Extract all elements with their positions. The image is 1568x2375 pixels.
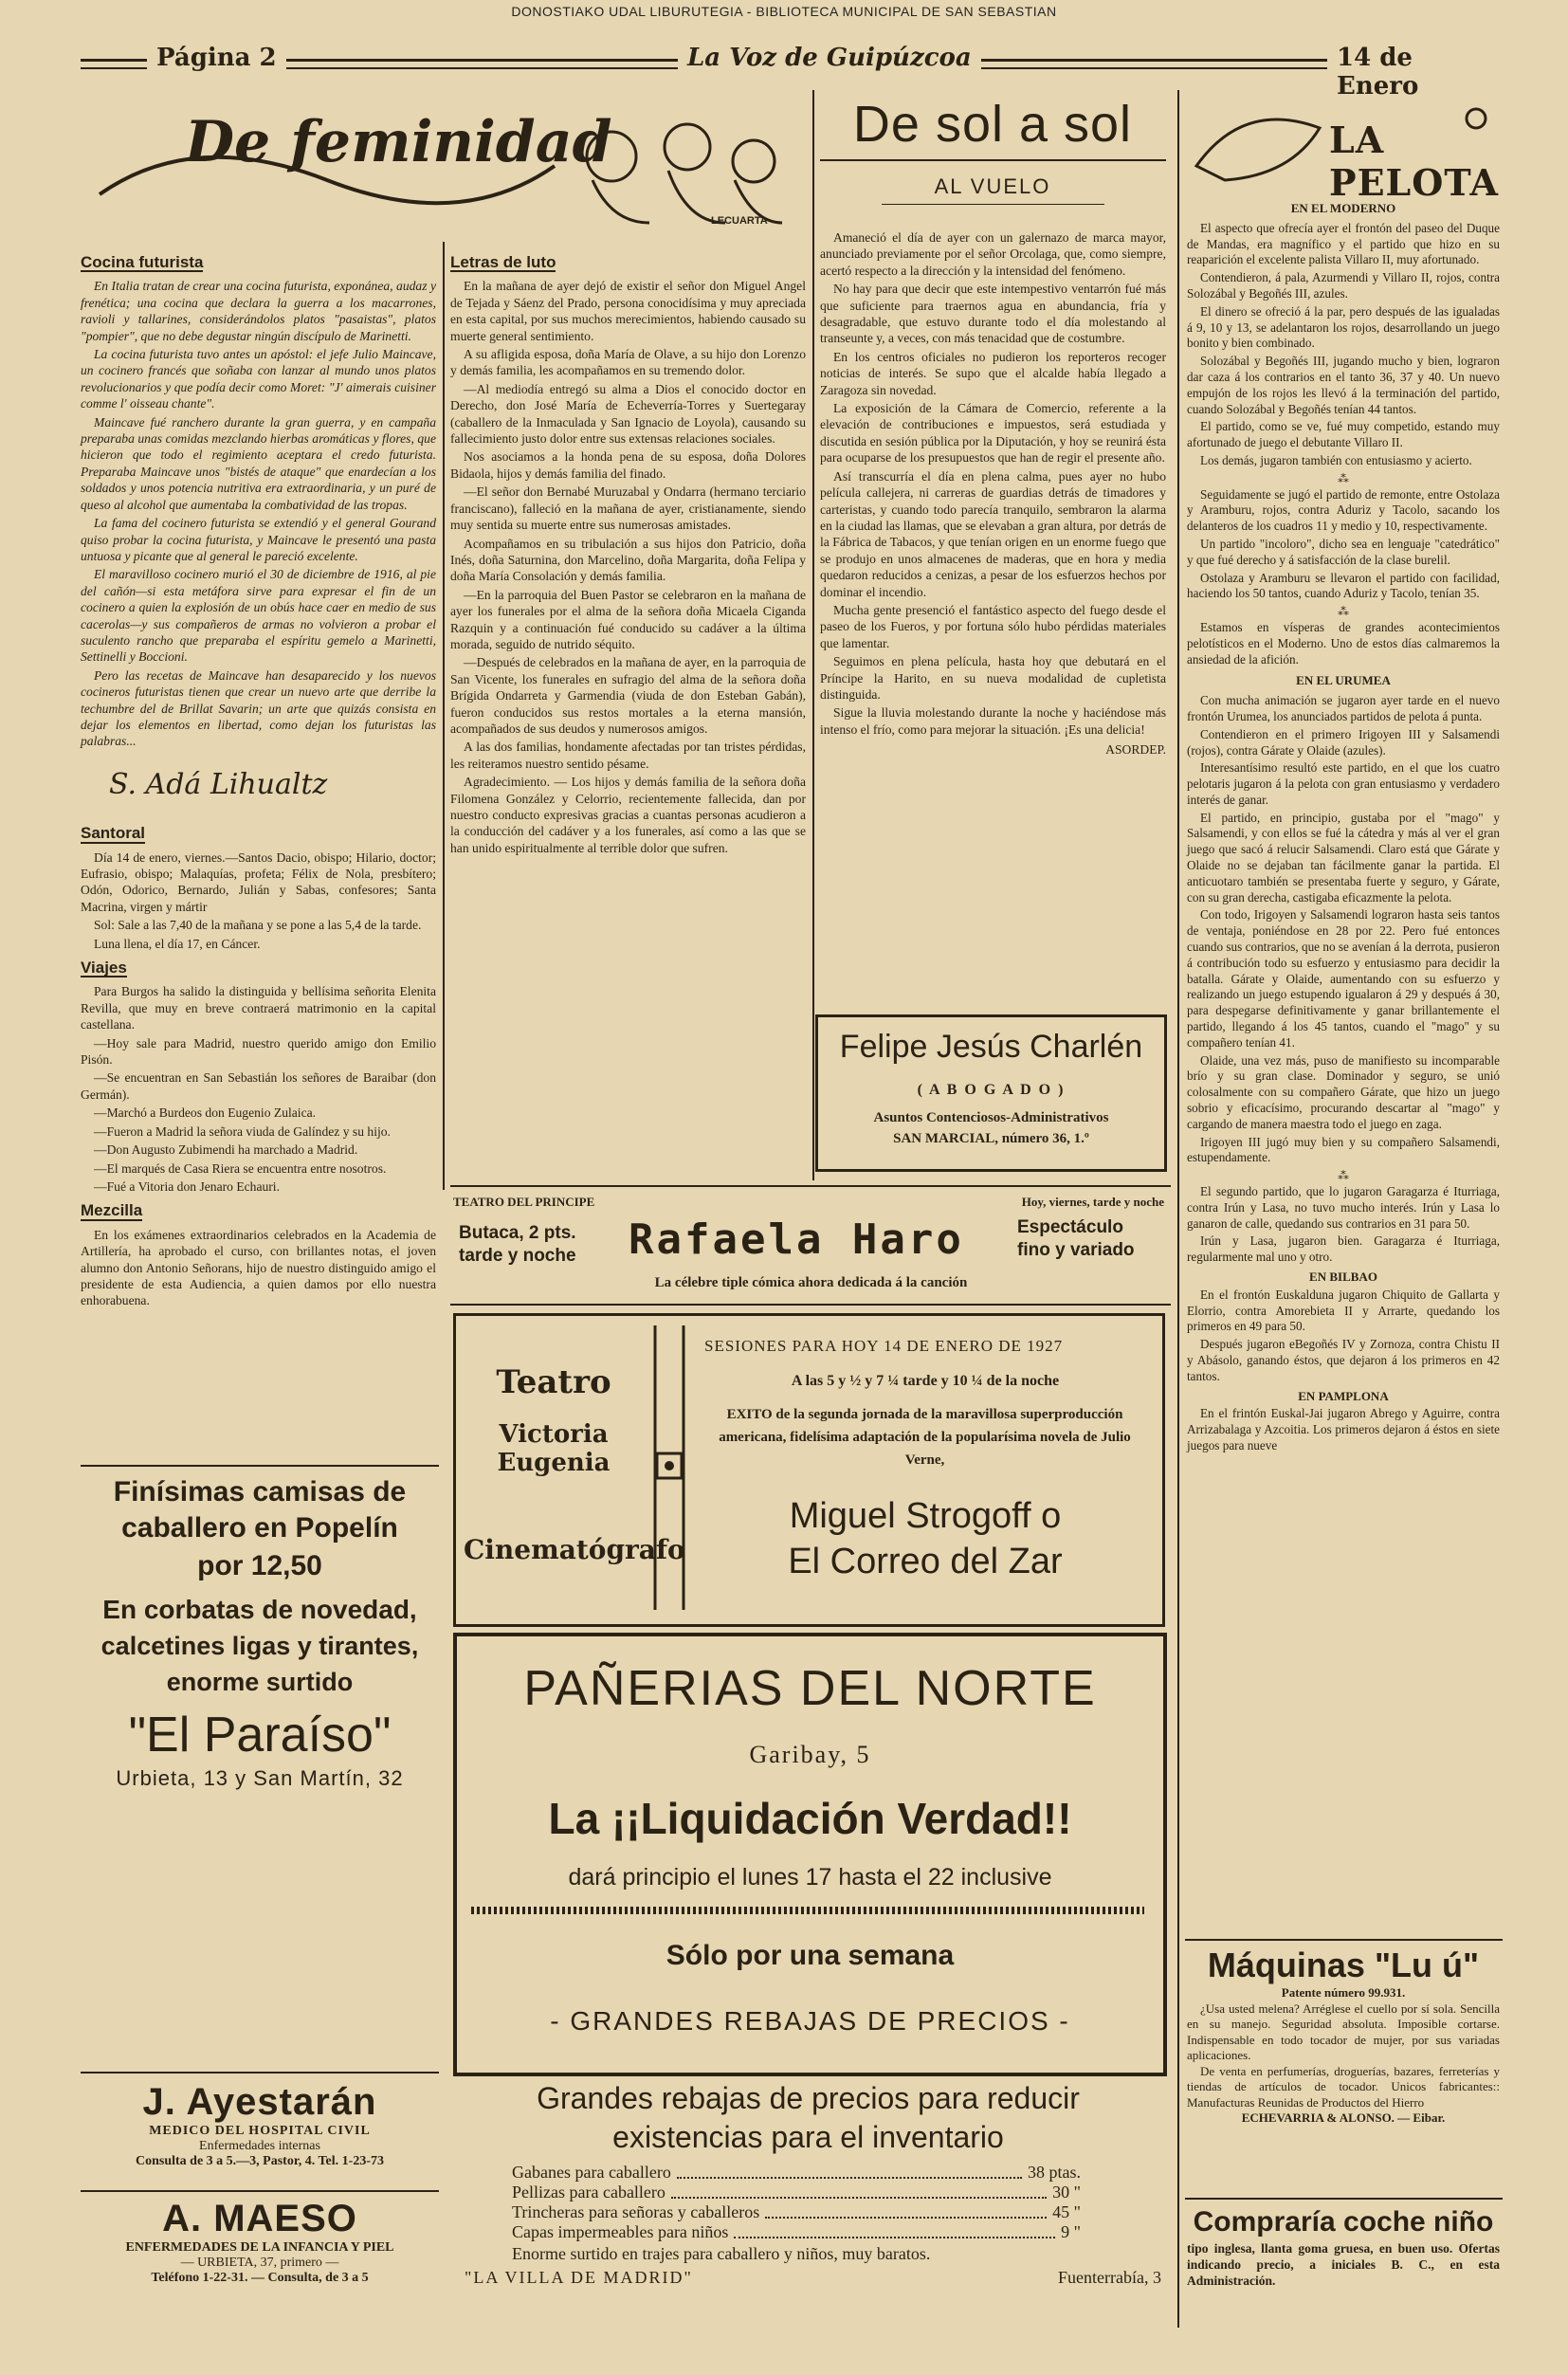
art-deco-ornament [646, 1325, 693, 1610]
ayestaran-name: J. Ayestarán [142, 2081, 377, 2123]
paragraph: —Don Augusto Zubimendi ha marchado a Madrid. [94, 1142, 358, 1158]
victoria-film-2: El Correo del Zar [788, 1542, 1063, 1581]
villa-de-madrid-ad [446, 2081, 1171, 2318]
ayestaran-line1: MEDICO DEL HOSPITAL CIVIL [149, 2124, 371, 2138]
maeso-line1: ENFERMEDADES DE LA INFANCIA Y PIEL [125, 2240, 394, 2255]
paragraph: En los exámenes extraordinarios celebrados en la Academia de Artillería, ha aprobado el curso, con brillantes notas, el joven alumno don Antonio Señorans, hijo de nuestro distinguido amigo el presidente de esta Audiencia, a quien damos por ello nuestra enhorabuena. [81, 1227, 436, 1308]
separator-icon: ⁂ [1338, 1169, 1349, 1183]
paragraph: El partido, como se ve, fué muy competido, estando muy afortunado de juego el debutante Villaro II. [1187, 419, 1500, 450]
paraiso-line5: calcetines ligas y tirantes, [100, 1632, 419, 1660]
villa-head1: Grandes rebajas de precios para reducir [537, 2081, 1080, 2115]
victoria-teatro: Teatro [496, 1363, 611, 1401]
villa-name: "LA VILLA DE MADRID" [465, 2268, 693, 2287]
paragraph: El aspecto que ofrecía ayer el frontón del paseo del Duque de Mandas, era magnífico y el partido que hizo en su reaparición el excelente palista Villaro II, muy afortunado. [1187, 220, 1500, 267]
paraiso-line2: caballero en Popelín [121, 1512, 398, 1544]
bilbao-heading: EN BILBAO [1309, 1270, 1377, 1284]
paragraph: —El señor don Bernabé Muruzabal y Ondarra (hermano terciario franciscano), falleció en la mañana de ayer, cristianamente, siendo muy sentida su muerte entre sus numerosas amistades. [450, 484, 806, 533]
paragraph: Después jugaron eBegoñés IV y Zornoza, contra Chistu II y Abásolo, ganando éstos, que dejaron á los primeros en 42 tantos. [1187, 1337, 1500, 1383]
principe-right1: Espectáculo [1017, 1217, 1123, 1237]
separator-icon: ⁂ [1338, 471, 1349, 485]
charlen-title: ( A B O G A D O ) [917, 1082, 1066, 1098]
column-divider [1177, 90, 1179, 2328]
desol-signature: ASORDEP. [1105, 742, 1166, 758]
item-label: Gabanes para caballero [512, 2163, 671, 2182]
paragraph: En los centros oficiales no pudieron los reporteros recoger noticias de interés. Se supo que el alcalde había llegado a Zaragoza sin novedad. [820, 349, 1166, 397]
paragraph: Pero las recetas de Maincave han desaparecido y los nuevos cocineros futuristas tienen que crear un nuevo arte que derribe la techumbre del de Brillat Savarin; un arte que quizás consista en dejar los elementos en libertad, como dejan los futuristas las palabras... [81, 667, 436, 749]
paragraph: Agradecimiento. — Los hijos y demás familia de la señora doña Filomena González y Celorrio, recientemente fallecida, dan por nuestro conducto expresivas gracias a cuantas personas acudieron a la conducción del cadáver y a los funerales, así como a las que se han unido espiritualmente al terrible dolor que sufren. [450, 775, 806, 855]
paraiso-name: "El Paraíso" [128, 1708, 392, 1763]
paragraph: Los demás, jugaron también con entusiasmo y acierto. [1200, 452, 1472, 467]
desol-title-box [817, 95, 1168, 169]
paragraph: Amaneció el día de ayer con un galernazo de marca mayor, anunciado previamente por el señor Orcolaga, que, como siempre, acertó respecto a la dirección y la intensidad del fenómeno. [820, 230, 1166, 278]
paragraph: Estamos en vísperas de grandes acontecimientos pelotísticos en el Moderno. Uno de estos días calmaremos la ansiedad de la afición. [1187, 619, 1500, 667]
item-price: 45 " [1052, 2202, 1081, 2221]
paraiso-line1: Finísimas camisas de [113, 1476, 407, 1507]
paragraph: —Después de celebrados en la mañana de ayer, en la parroquia de San Vicente, los funerales en sufragio del alma de la señora doña Brígida Ondarreta y Garmendia (viuda de don Esteban Gabán), fueron conducidos sus restos mortales a la eterna mansión, acompañados de sus deudos y numerosos amigos. [450, 655, 806, 736]
villa-head2: existencias para el inventario [612, 2120, 1004, 2154]
item-label: Capas impermeables para niños [512, 2222, 729, 2241]
paragraph: —El marqués de Casa Riera se encuentra entre nosotros. [94, 1160, 387, 1176]
paragraph: No hay para que decir que este intempestivo ventarrón fué más que suficiente para traernos agua en abundancia, fría y desagradable, que estuvo durante todo el día molestando al transeunte y, a veces, con más tenacidad que de costumbre. [820, 282, 1166, 346]
pelota-article [1187, 201, 1500, 1456]
paragraph: Irigoyen III jugó muy bien y su compañero Salsamendi, estupendamente. [1187, 1134, 1500, 1165]
title-rule [820, 159, 1166, 161]
section-rule [1185, 1939, 1503, 1941]
paragraph: Para Burgos ha salido la distinguida y bellísima señorita Elenita Revilla, que muy en breve contraerá matrimonio en la capital castellana. [81, 984, 436, 1032]
section-rule [450, 1185, 1171, 1187]
principe-price-when: tarde y noche [459, 1246, 576, 1266]
paragraph: Seguidamente se jugó el partido de remonte, entre Ostolaza y Aramburu, rojos, contra Aduriz y Tacolo, sacando los delanteros de los cuadros 11 y medio y 10, respectivamente. [1187, 486, 1500, 534]
santoral-heading: Santoral [81, 824, 146, 843]
paragraph: Nos asociamos a la honda pena de su esposa, doña Dolores Bidaola, hijos y demás familia del finado. [450, 449, 806, 481]
paragraph: La exposición de la Cámara de Comercio, referente a la elevación de contribuciones e impuestos, será estudiada y discutida en sesión pública por la Diputación, y hoy se reunirá ésta para ocuparse de los presupuestos que han de regir el presente año. [820, 401, 1166, 466]
principe-artist: Rafaela Haro [629, 1215, 964, 1264]
principe-price: Butaca, 2 pts. [459, 1223, 576, 1243]
price-row [512, 2222, 1081, 2242]
maeso-line2: — URBIETA, 37, primero — [180, 2256, 339, 2270]
victoria-cine: Cinematógrafo [464, 1534, 685, 1565]
item-price: 38 ptas. [1028, 2163, 1081, 2182]
panerias-dates: dará principio el lunes 17 hasta el 22 inclusive [568, 1864, 1052, 1891]
coche-text: tipo inglesa, llanta goma gruesa, en buen uso. Ofertas indicando precio, a iniciales B. C., en esta Administración. [1187, 2241, 1500, 2288]
villa-address: Fuenterrabía, 3 [1058, 2268, 1161, 2287]
paraiso-ad [81, 1474, 439, 1977]
paragraph: En Italia tratan de crear una cocina futurista, exponánea, audaz y frenética; una cocina que declara la guerra a los macarrones, ravioli y tallarines, considerándolos platos "pasaistas", platos "pompier", que no debe degustar ningún discípulo de Marinetti. [81, 279, 436, 343]
paragraph: Sigue la lluvia molestando durante la noche y haciéndose más intenso el frío, como para mejorar la situación. ¡Es una delicia! [820, 705, 1166, 737]
ayestaran-line3: Consulta de 3 a 5.—3, Pastor, 4. Tel. 1-23-73 [135, 2154, 384, 2168]
paragraph: Seguimos en plena película, hasta hoy que debutará en el Príncipe la Harito, en su nueva modalidad de cupletista distinguida. [820, 654, 1166, 702]
victoria-eugenia-ad [453, 1313, 1165, 1627]
column-divider [812, 90, 814, 1180]
paragraph: Contendieron en el primero Irigoyen III y Salsamendi (rojos), contra Gárate y Olaide (azules). [1187, 726, 1500, 758]
desol-title: De sol a sol [852, 96, 1133, 153]
paragraph: A su afligida esposa, doña María de Olave, a su hijo don Lorenzo y demás familia, les acompañamos en su tremendo dolor. [450, 347, 806, 378]
charlen-line2: SAN MARCIAL, número 36, 1.º [893, 1131, 1089, 1146]
panerias-rebajas: - GRANDES REBAJAS DE PRECIOS - [550, 2006, 1070, 2036]
header-date: 14 de Enero [1327, 44, 1498, 100]
paragraph: En el frontón Euskalduna jugaron Chiquito de Gallarta y Elorrio, contra Amorebieta II y Arrarte, quedando los primeros en 49 para 50. [1187, 1287, 1500, 1334]
separator-icon: ⁂ [1338, 605, 1349, 619]
victoria-film-1: Miguel Strogoff o [789, 1496, 1062, 1536]
cocina-heading: Cocina futurista [81, 253, 204, 271]
page-header [81, 44, 1498, 100]
pelota-banner [1187, 90, 1500, 204]
desol-article [820, 229, 1166, 758]
paragraph: El partido, en principio, gustaba por el "mago" y Salsamendi, y con ellos se fué la cátedra y más al ver el gran juego que sacó á relucir Salsamendi. Claro está que Gárate y Olaide no se dejaban tan fácilmente ganar la partida. El anticuotaro también se presentaba fuerte y seguro, y Gárate, con su gran derecha, castigaba eficazmente la pelota. [1187, 810, 1500, 904]
maquinas-maker: ECHEVARRIA & ALONSO. — Eibar. [1241, 2110, 1446, 2125]
paragraph: Solozábal y Begoñés III, jugando mucho y bien, lograron dar caza á los contrarios en el tanto 36, 37 y 40. Un nuevo empujón de los rojos les llevó á la terminación del partido, cuando Solozábal y Begoñés tenían 44 tantos. [1187, 354, 1500, 416]
victoria-horas: A las 5 y ½ y 7 ¼ tarde y 10 ¼ de la noche [791, 1373, 1060, 1389]
mezcilla-heading: Mezcilla [81, 1201, 143, 1220]
villa-price-list [512, 2163, 1081, 2242]
pamplona-heading: EN PAMPLONA [1298, 1388, 1389, 1403]
panerias-promo: La ¡¡Liquidación Verdad!! [548, 1794, 1072, 1843]
author-signature: S. Adá Lihualtz [109, 767, 328, 801]
section-rule [81, 2190, 439, 2192]
paragraph: —Fué a Vitoria don Jenaro Echauri. [94, 1178, 280, 1194]
item-price: 9 " [1061, 2222, 1081, 2241]
paragraph: Irún y Lasa, jugaron bien. Garagarza é Iturriaga, regularmente mal uno y otro. [1187, 1233, 1500, 1265]
coche-ad [1187, 2204, 1500, 2289]
villa-surtido: Enorme surtido en trajes para caballero y niños, muy baratos. [512, 2244, 931, 2263]
paraiso-price: por 12,50 [197, 1550, 322, 1581]
paragraph: Sol: Sale a las 7,40 de la mañana y se pone a las 5,4 de la tarde. [94, 918, 422, 933]
paragraph: Interesantísimo resultó este partido, en el que los cuatro pelotaris jugaron á la pelota con gran entusiasmo y verdadero interés de ganar. [1187, 760, 1500, 807]
section-rule [81, 2072, 439, 2074]
desol-subtitle: AL VUELO [934, 174, 1051, 198]
paragraph: Así transcurría el día en plena calma, pues ayer no hubo película callejera, ni carreras de guardias detrás de timadores y carteristas, y cuando todo parecía tranquilo, sembraron la alarma en la ciudad las llamas, que se elevaban a gran altura, por detrás de la Fábrica de Tabacos, y que tenían origen en un enorme fuego que se produjo en unos almacenes de maderas, que en hora y media quedaron reducidos a cenizas, a pesar de los esfuerzos hechos por dominar el incendio. [820, 468, 1166, 599]
column-divider [443, 242, 445, 1190]
paraiso-address: Urbieta, 13 y San Martín, 32 [116, 1766, 404, 1790]
maquinas-name: Máquinas "Lu ú" [1207, 1946, 1480, 1984]
price-row [512, 2163, 1081, 2183]
page-number: Página 2 [147, 44, 286, 72]
watermark: DONOSTIAKO UDAL LIBURUTEGIA - BIBLIOTECA MUNICIPAL DE SAN SEBASTIAN [511, 4, 1057, 19]
ayestaran-line2: Enfermedades internas [199, 2139, 320, 2153]
paragraph: El dinero se ofreció á la par, pero después de las igualadas á 9, 10 y 13, se adelantaron los rojos, desarrollando un juego bonito y bien combinado. [1187, 303, 1500, 351]
price-row [512, 2202, 1081, 2222]
victoria-name: Victoria Eugenia [497, 1420, 611, 1477]
paragraph: Contendieron, á pala, Azurmendi y Villaro II, rojos, contra Solozábal y Begoñés III, azules. [1187, 270, 1500, 301]
paragraph: La fama del cocinero futurista se extendió y el general Gourand quiso probar la cocina futurista, y Maincave le presentó una pasta untuosa y picante que al general le pareció excelente. [81, 516, 436, 563]
paragraph: Ostolaza y Aramburu se llevaron el partido con facilidad, haciendo los 50 tantos, cuando Aduriz y Tacolo, tenían 35. [1187, 570, 1500, 601]
panerias-ad [453, 1633, 1167, 2076]
charlen-name: Felipe Jesús Charlén [839, 1029, 1143, 1065]
paragraph: En el frintón Euskal-Jai jugaron Abrego y Aguirre, contra Arrizabalaga y Azcoitia. Los primeros dejaron á éstos en siete juegos para nueve [1187, 1406, 1500, 1452]
ayestaran-ad [81, 2081, 439, 2169]
paragraph: —Se encuentran en San Sebastián los señores de Baraibar (don Germán). [81, 1070, 436, 1102]
paragraph: Luna llena, el día 17, en Cáncer. [94, 936, 261, 951]
moderno-heading: EN EL MODERNO [1290, 201, 1396, 215]
paragraph: Olaide, una vez más, puso de manifiesto su incomparable brío y su gran clase. Dominador y seguro, se unió colosalmente con su compañero Gárate, que hizo un juego sobrio y eficacísimo, procurando descartar al "mago" y cargando de manera maestra todo el juego en zaga. [1187, 1052, 1500, 1131]
paragraph: Día 14 de enero, viernes.—Santos Dacio, obispo; Hilario, doctor; Eufrasio, obispo; Malaquías, profeta; Félix de Nola, presbítero; Odón, Odorico, Bernardo, Julián y Sabas, confesores; Santa Macrina, virgen y mártir [81, 850, 436, 914]
cocina-futurista-article [81, 248, 436, 1311]
section-rule [81, 1465, 439, 1467]
item-label: Trincheras para señoras y caballeros [512, 2202, 760, 2221]
maquinas-text: ¿Usa usted melena? Arréglese el cuello por sí sola. Sencilla en su manejo. Seguridad absoluta. Imposible cortarse. Indispensable en todo tocador de mujer, por sus variadas aplicaciones. [1187, 2000, 1500, 2062]
principe-footer: La célebre tiple cómica ahora dedicada á la canción [654, 1275, 968, 1290]
maeso-ad [81, 2198, 439, 2286]
item-price: 30 " [1052, 2183, 1081, 2201]
paragraph: —En la parroquia del Buen Pastor se celebraron en la mañana de ayer los funerales por el alma de la señora doña Micaela Ciganda Razquin y a continuación fué conducido su cadáver a la última morada, seguido de nutrido séquito. [450, 587, 806, 651]
paragraph: En la mañana de ayer dejó de existir el señor don Miguel Angel de Tejada y Sáenz del Prado, persona conocidísima y muy apreciada en esta capital, por sus muchos merecimientos, habiendo causado su muerte general sentimiento. [450, 279, 806, 343]
maquinas-ad [1187, 1946, 1500, 2127]
feminidad-banner [81, 90, 806, 237]
urumea-heading: EN EL URUMEA [1296, 673, 1391, 688]
paragraph: El maravilloso cocinero murió el 30 de diciembre de 1916, al pie del cañón—si esta metáfora sirve para expresar el fin de un cocinero a quien la explosión de un obús hace caer en medio de sus cacerolas—y sus compañeros de armas no volvieron a probar el suculento rancho que preparaba el espíritu gemelo a Marinetti, Settinelli y Boccioni. [81, 567, 436, 665]
paragraph: —Fueron a Madrid la señora viuda de Galíndez y su hijo. [94, 1124, 391, 1139]
panerias-week: Sólo por una semana [665, 1940, 955, 1971]
victoria-exito: EXITO de la segunda jornada de la maravillosa superproducción americana, fidelísima adaptación de la popularísima novela de Julio Verne, [719, 1407, 1131, 1468]
artist-mark: LECUARTA [711, 215, 768, 227]
panerias-rule [471, 1907, 1144, 1914]
letras-de-luto-article [450, 248, 806, 858]
coche-head: Compraría coche niño [1193, 2206, 1494, 2238]
victoria-sesiones: SESIONES PARA HOY 14 DE ENERO DE 1927 [704, 1337, 1064, 1355]
newspaper-title: La Voz de Guipúzcoa [678, 44, 981, 72]
principe-theatre: TEATRO DEL PRINCIPE [453, 1195, 595, 1209]
subtitle-rule [882, 204, 1104, 205]
luto-heading: Letras de luto [450, 253, 556, 271]
maquinas-text2: De venta en perfumerías, droguerías, bazares, ferreterías y tiendas de artículos de tocador. Unicos fabricantes:: Manufacturas Reunidas de Productos del Hierro [1187, 2063, 1500, 2110]
paragraph: Con todo, Irigoyen y Salsamendi lograron hasta seis tantos de ventaja, poniéndose en 28 por 22. Pero fué entonces cuando sus contrarios, que no se avenían á la derrota, pusieron á contribución todo su esfuerzo y entusiasmo para decidir la batalla. Gárate y Olaide, aumentando con su esfuerzo y realizando un juego estupendo igualaron á 29 y después á 30, para despegarse definitivamente y ganar brillantemente el partido, llegando á los 45 tantos, cuando el "mago" y su compañero tenían 41. [1187, 907, 1500, 1050]
principe-right2: fino y variado [1017, 1240, 1135, 1260]
charlen-line1: Asuntos Contenciosos-Administrativos [873, 1110, 1109, 1125]
section-rule [1185, 2198, 1503, 2200]
paragraph: Maincave fué ranchero durante la gran guerra, y en campaña preparaba unas comidas mezclando hierbas aromáticas y flores, que hicieron que todo el regimiento aceptara el credo futurista. Preparaba Maincave unos "bistés de ataque" que enardecían a los soldados y unos potencia nutritiva era extraordinaria, y un puré de queso al alcohol que aumentaba la combatividad de las tropas. [81, 414, 436, 512]
pelota-logo: LA PELOTA [1329, 119, 1500, 204]
paragraph: Acompañamos en su tribulación a sus hijos don Patricio, doña Inés, doña Saturnina, don Marcelino, doña Margarita, doña Felipa y doña María Consolación y demás familia. [450, 536, 806, 584]
villa-footer [465, 2268, 1161, 2291]
paraiso-line4: En corbatas de novedad, [102, 1595, 417, 1624]
paragraph: —Hoy sale para Madrid, nuestro querido amigo don Emilio Pisón. [81, 1035, 436, 1068]
panerias-name: PAÑERIAS DEL NORTE [523, 1661, 1097, 1716]
paragraph: A las dos familias, hondamente afectadas por tan tristes pérdidas, les reiteramos nuestro sentido pésame. [450, 740, 806, 771]
item-label: Pellizas para caballero [512, 2183, 665, 2201]
paragraph: —Al mediodía entregó su alma a Dios el conocido doctor en Derecho, don José María de Echeverría-Torres y Suertegaray (caballero de la Inmaculada y San Ignacio de Loyola), causando su fallecimiento justo dolor entre sus extensas relaciones sociales. [450, 381, 806, 447]
principe-ad [453, 1195, 1169, 1299]
charlen-ad [815, 1014, 1167, 1172]
paragraph: El segundo partido, que lo jugaron Garagarza é Iturriaga, contra Irún y Lasa, no tuvo mucho interés. Irún y Lasa lo ganaron de calle, quedando sus contrarios en 31 para 50. [1187, 1184, 1500, 1231]
viajes-heading: Viajes [81, 959, 127, 977]
paragraph: Mucha gente presenció el fantástico aspecto del fuego desde el paseo de los Fueros, y por fortuna sólo hubo pérdidas materiales que lamentar. [820, 602, 1166, 650]
paraiso-line6: enorme surtido [166, 1668, 354, 1696]
paragraph: La cocina futurista tuvo antes un apóstol: el jefe Julio Maincave, un cocinero francés que soñaba con lanzar al mundo unos platos revolucionarios y que podía decir como Moret: "J' aimerais cuisiner comme l' oisseau chante". [81, 347, 436, 411]
maeso-name: A. MAESO [162, 2198, 357, 2239]
paragraph: —Marchó a Burdeos don Eugenio Zulaica. [94, 1105, 317, 1121]
maeso-line3: Teléfono 1-22-31. — Consulta, de 3 a 5 [151, 2271, 369, 2285]
principe-when: Hoy, viernes, tarde y noche [1021, 1195, 1164, 1209]
feminidad-logo: De feminidad [185, 109, 612, 175]
paragraph: Con mucha animación se jugaron ayer tarde en el nuevo frontón Urumea, los anunciados partidos de pelota á punta. [1187, 693, 1500, 723]
panerias-street: Garibay, 5 [749, 1741, 871, 1768]
price-row [512, 2183, 1081, 2202]
paragraph: Un partido "incoloro", dicho sea en lenguaje "catedrático" y que fué derecho y á satisfacción de la clase burelil. [1187, 536, 1500, 567]
maquinas-patente: Patente número 99.931. [1281, 1985, 1406, 2000]
section-rule [450, 1304, 1171, 1306]
